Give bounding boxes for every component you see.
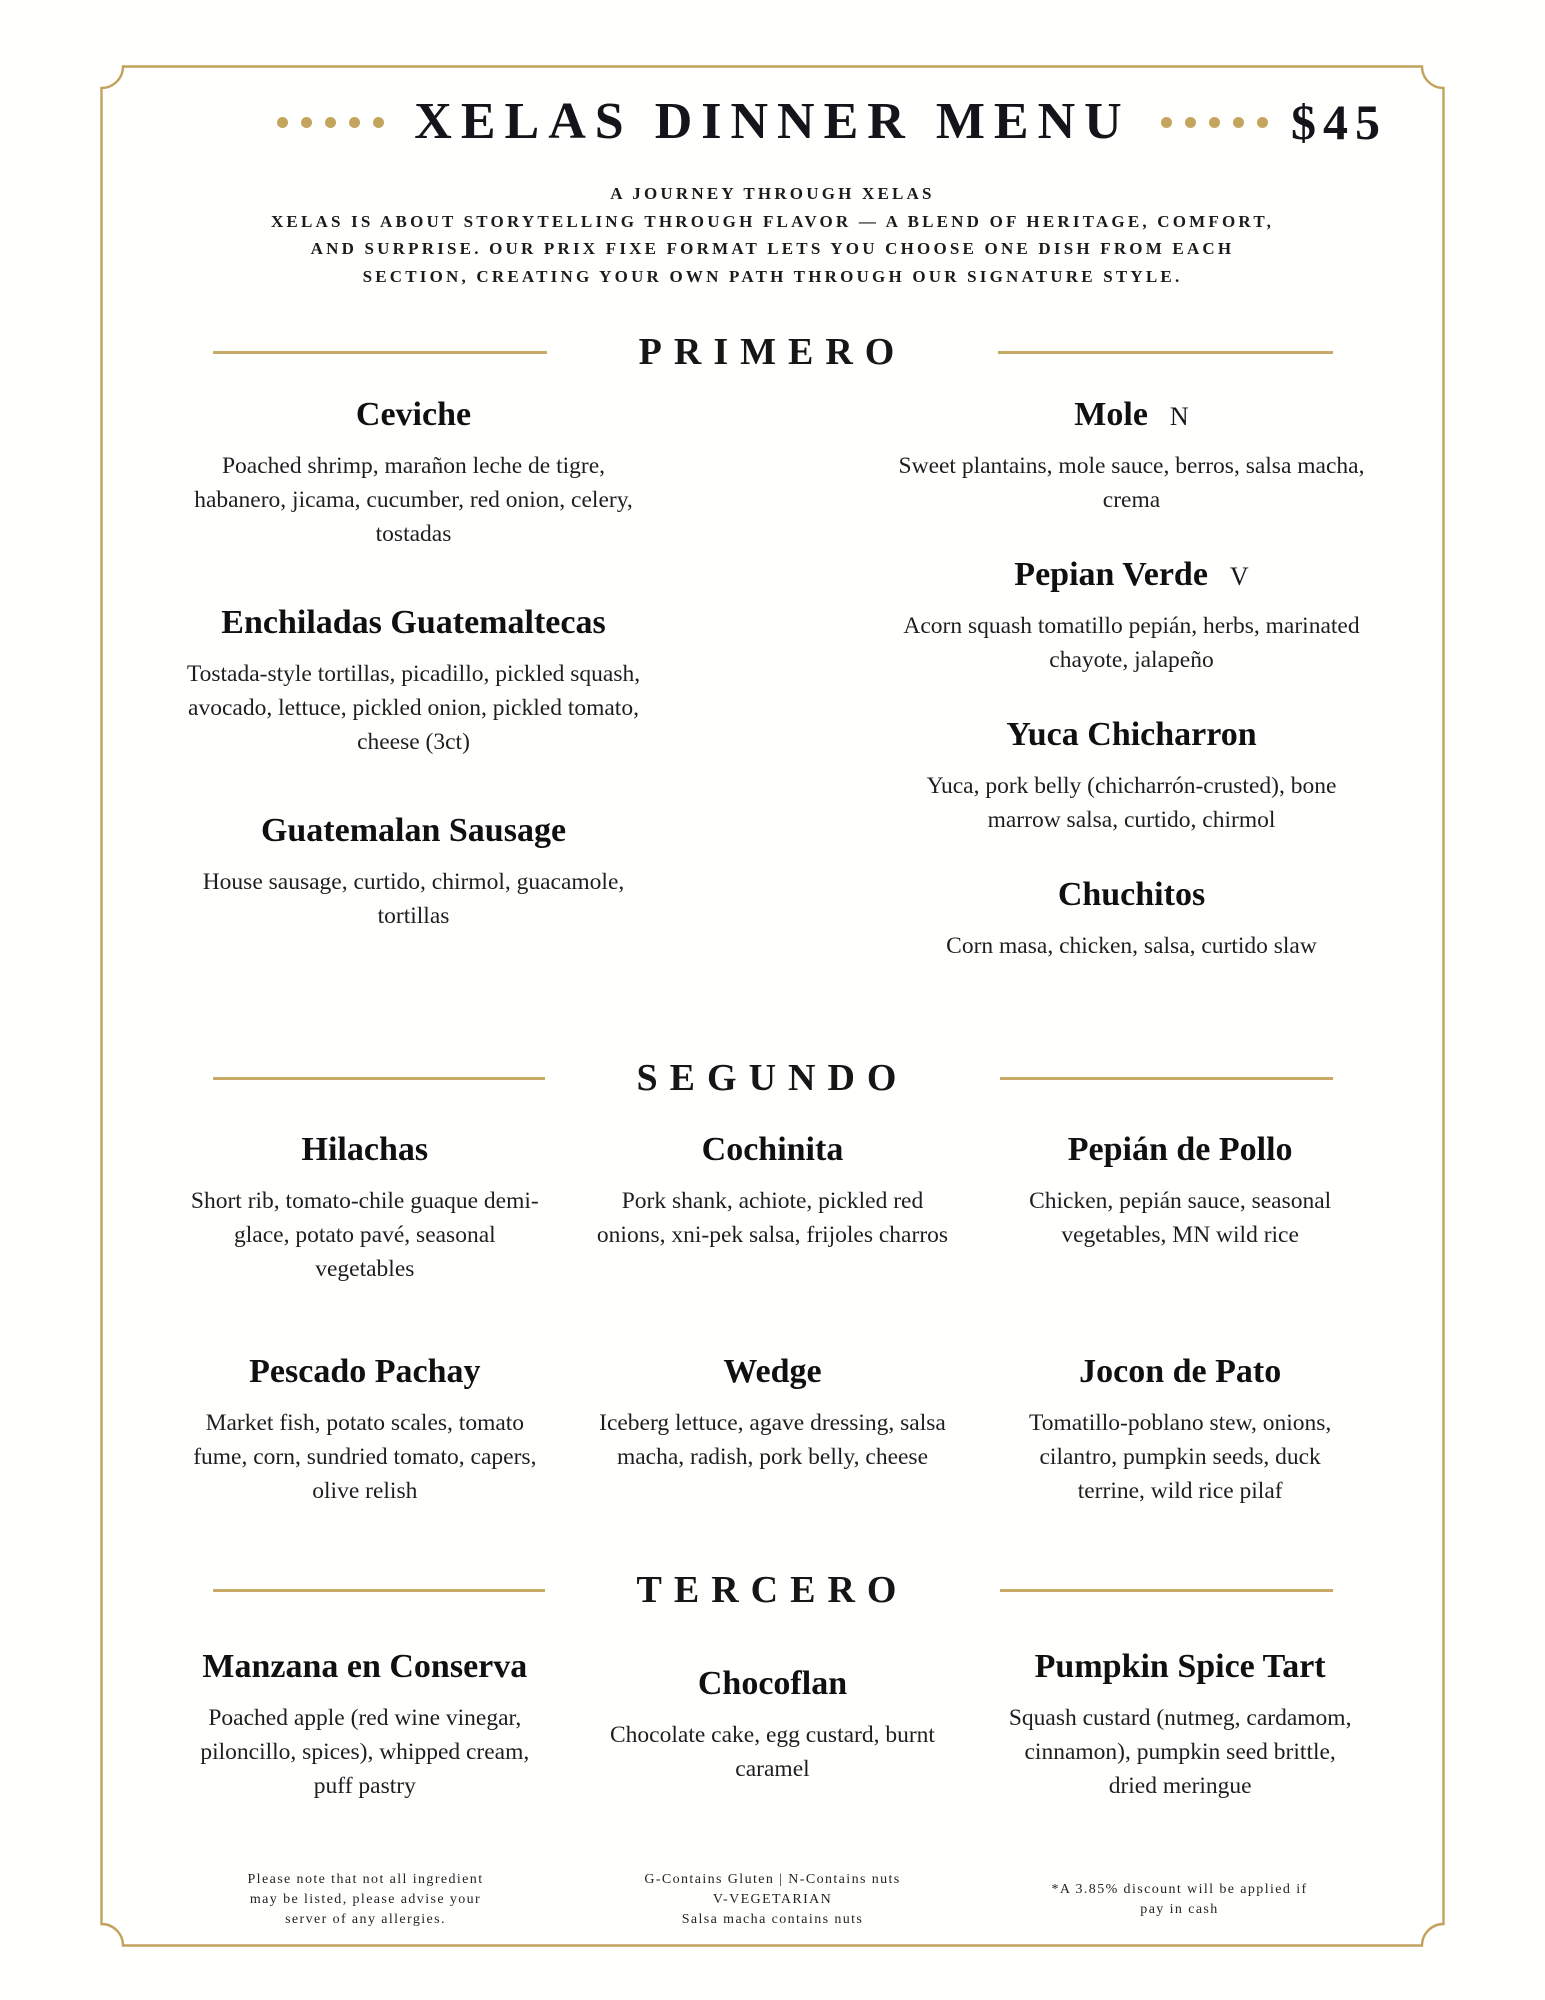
item-description: Poached apple (red wine vinegar, piloncillo, spices), whipped cream, puff pastry xyxy=(200,1705,530,1799)
footer-notes xyxy=(172,1870,1373,1930)
item-description: Chicken, pepián sauce, seasonal vegetables, MN wild rice xyxy=(1029,1188,1332,1248)
section-header-segundo xyxy=(100,1056,1445,1100)
item-title: Pepian Verde xyxy=(1014,556,1208,593)
menu-item-chocoflan xyxy=(580,1662,966,1786)
title-group xyxy=(100,92,1445,152)
item-title: Chocoflan xyxy=(697,1665,848,1702)
item-description: Pork shank, achiote, pickled red onions, xni-pek salsa, frijoles charros xyxy=(596,1188,949,1248)
item-description: Corn masa, chicken, salsa, curtido slaw xyxy=(946,933,1317,959)
item-title: Ceviche xyxy=(355,396,472,433)
item-description: Sweet plantains, mole sauce, berros, salsa macha, crema xyxy=(898,453,1365,513)
menu-item-pepian-verde xyxy=(890,553,1373,677)
menu-item-ceviche xyxy=(172,393,655,551)
primero-right-column xyxy=(890,393,1373,963)
menu-item-cochinita xyxy=(580,1128,966,1286)
menu-item-manzana-en-conserva xyxy=(172,1645,558,1803)
item-title: Pumpkin Spice Tart xyxy=(1034,1648,1326,1685)
legend-line: G-Contains Gluten | N-Contains nuts xyxy=(644,1872,901,1887)
menu-item-yuca-chicharron xyxy=(890,713,1373,837)
item-title: Yuca Chicharron xyxy=(1006,716,1257,753)
header xyxy=(100,92,1445,152)
divider-line xyxy=(213,1077,545,1080)
menu-item-hilachas xyxy=(172,1128,558,1286)
divider-line xyxy=(213,1589,545,1592)
item-title: Jocon de Pato xyxy=(1079,1353,1282,1390)
item-description: Short rib, tomato-chile guaque demi-glace, potato pavé, seasonal vegetables xyxy=(190,1188,539,1282)
item-description: Chocolate cake, egg custard, burnt caramel xyxy=(610,1722,935,1782)
intro-line: SECTION, CREATING YOUR OWN PATH THROUGH OUR SIGNATURE STYLE. xyxy=(362,266,1183,286)
item-title: Chuchitos xyxy=(1057,876,1206,913)
item-title: Wedge xyxy=(723,1353,822,1390)
menu-item-mole xyxy=(890,393,1373,517)
intro-line: A JOURNEY THROUGH XELAS xyxy=(610,184,935,203)
item-description: House sausage, curtido, chirmol, guacamole, tortillas xyxy=(202,869,625,929)
item-description: Acorn squash tomatillo pepián, herbs, marinated chayote, jalapeño xyxy=(903,613,1360,673)
item-description: Poached shrimp, marañon leche de tigre, habanero, jicama, cucumber, red onion, celery, tostadas xyxy=(194,453,633,547)
item-description: Yuca, pork belly (chicharrón-crusted), bone marrow salsa, curtido, chirmol xyxy=(926,773,1337,833)
intro-line: XELAS IS ABOUT STORYTELLING THROUGH FLAVOR — A BLEND OF HERITAGE, COMFORT, xyxy=(270,211,1275,231)
allergy-note-line: Please note that not all ingredient xyxy=(247,1872,484,1887)
dietary-legend xyxy=(579,1870,966,1930)
item-title: Enchiladas Guatemaltecas xyxy=(221,604,606,641)
item-title: Cochinita xyxy=(701,1131,844,1168)
menu-item-pumpkin-spice-tart xyxy=(987,1645,1373,1803)
menu-price: $45 xyxy=(1291,94,1387,150)
ornament-dots-right-icon xyxy=(1161,117,1268,128)
item-description: Tostada-style tortillas, picadillo, pickled squash, avocado, lettuce, pickled onion, pickled tomato, cheese (3ct) xyxy=(186,661,641,755)
intro-text xyxy=(0,180,1545,290)
legend-line: Salsa macha contains nuts xyxy=(681,1912,864,1927)
menu-item-pescado-pachay xyxy=(172,1350,558,1508)
item-description: Tomatillo-poblano stew, onions, cilantro, pumpkin seeds, duck terrine, wild rice pilaf xyxy=(1029,1410,1332,1504)
menu-item-enchiladas-guatemaltecas xyxy=(172,601,655,759)
item-title: Pescado Pachay xyxy=(249,1353,481,1390)
cash-discount-note xyxy=(986,1880,1373,1920)
section-header-tercero xyxy=(100,1568,1445,1612)
allergy-note xyxy=(172,1870,559,1930)
section-primero xyxy=(172,393,1373,963)
item-description: Iceberg lettuce, agave dressing, salsa macha, radish, pork belly, cheese xyxy=(599,1410,946,1470)
section-title: SEGUNDO xyxy=(636,1057,909,1099)
dietary-badge-nuts: N xyxy=(1169,402,1189,431)
item-title: Mole xyxy=(1074,396,1148,433)
cash-note-line: pay in cash xyxy=(1140,1902,1219,1917)
allergy-note-line: may be listed, please advise your xyxy=(249,1892,482,1907)
divider-line xyxy=(998,351,1332,354)
divider-line xyxy=(1000,1589,1332,1592)
menu-item-wedge xyxy=(580,1350,966,1508)
item-title: Guatemalan Sausage xyxy=(260,812,567,849)
legend-line: V-VEGETARIAN xyxy=(712,1892,833,1907)
item-title: Pepián de Pollo xyxy=(1067,1131,1293,1168)
divider-line xyxy=(1000,1077,1332,1080)
divider-line xyxy=(213,351,547,354)
section-header-primero xyxy=(100,330,1445,374)
menu-item-pepian-de-pollo xyxy=(987,1128,1373,1286)
section-title: TERCERO xyxy=(636,1569,909,1611)
intro-line: AND SURPRISE. OUR PRIX FIXE FORMAT LETS YOU CHOOSE ONE DISH FROM EACH xyxy=(310,239,1235,258)
menu-item-jocon-de-pato xyxy=(987,1350,1373,1508)
cash-note-line: *A 3.85% discount will be applied if xyxy=(1051,1882,1308,1897)
item-description: Market fish, potato scales, tomato fume, corn, sundried tomato, capers, olive relish xyxy=(193,1410,537,1504)
menu-item-chuchitos xyxy=(890,873,1373,963)
item-description: Squash custard (nutmeg, cardamom, cinnamon), pumpkin seed brittle, dried meringue xyxy=(1008,1705,1352,1799)
section-title: PRIMERO xyxy=(638,331,907,373)
menu-item-guatemalan-sausage xyxy=(172,809,655,933)
ornament-dots-left-icon xyxy=(277,117,384,128)
section-segundo xyxy=(172,1128,1373,1508)
item-title: Hilachas xyxy=(301,1131,429,1168)
page-title: XELAS DINNER MENU xyxy=(414,93,1131,150)
section-tercero xyxy=(172,1645,1373,1803)
primero-left-column xyxy=(172,393,655,963)
dietary-badge-vegetarian: V xyxy=(1229,562,1249,591)
item-title: Manzana en Conserva xyxy=(202,1648,528,1685)
allergy-note-line: server of any allergies. xyxy=(285,1912,446,1927)
